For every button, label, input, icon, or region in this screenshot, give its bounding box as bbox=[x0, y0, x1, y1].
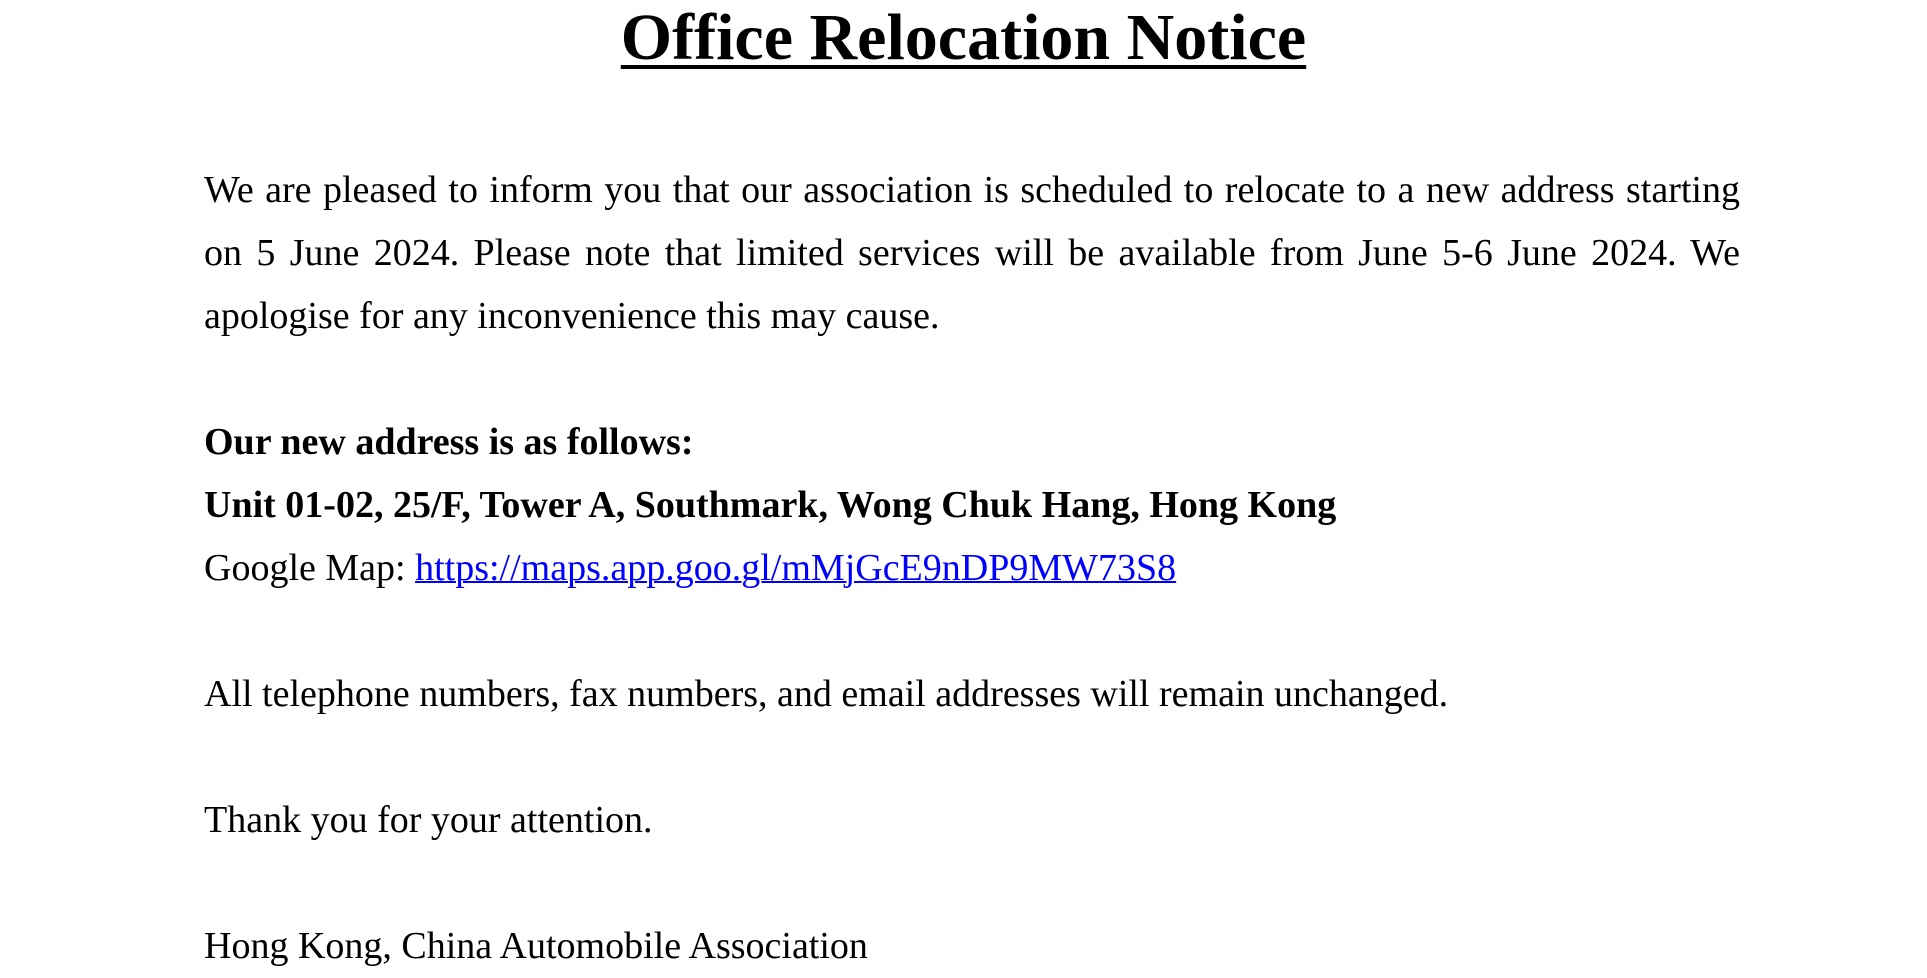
map-label: Google Map: bbox=[204, 547, 416, 589]
address-line: Unit 01-02, 25/F, Tower A, Southmark, Wong Chuk Hang, Hong Kong bbox=[204, 484, 1337, 526]
intro-paragraph: We are pleased to inform you that our association is scheduled to relocate to a new address starting on 5 June 2024. Please note that limited services will be available from June 5-6 June 2024. We apologise for any inconvenience this may cause. bbox=[204, 169, 1740, 337]
google-map-link[interactable]: https://maps.app.goo.gl/mMjGcE9nDP9MW73S8 bbox=[415, 547, 1177, 589]
spacer bbox=[204, 348, 1740, 411]
spacer bbox=[204, 726, 1740, 789]
thanks-line: Thank you for your attention. bbox=[204, 799, 653, 841]
address-heading: Our new address is as follows: bbox=[204, 421, 694, 463]
spacer bbox=[204, 600, 1740, 663]
signature: Hong Kong, China Automobile Association bbox=[204, 925, 868, 967]
map-line bbox=[204, 537, 1740, 600]
page-title: Office Relocation Notice bbox=[620, 1, 1307, 74]
notice-body bbox=[204, 159, 1740, 978]
contact-note: All telephone numbers, fax numbers, and email addresses will remain unchanged. bbox=[204, 673, 1449, 715]
spacer bbox=[204, 852, 1740, 915]
